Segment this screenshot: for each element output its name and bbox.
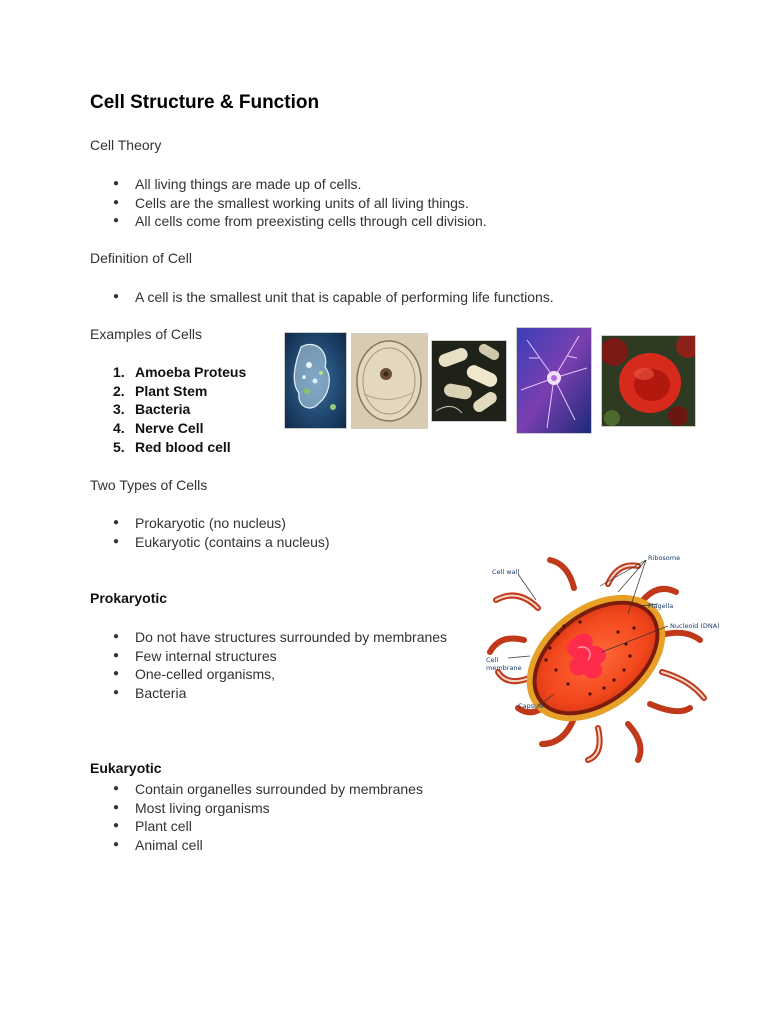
bullet-icon: ● <box>113 839 120 851</box>
two-types-list <box>90 514 430 551</box>
examples-heading: Examples of Cells <box>90 326 203 342</box>
bullet-icon: ● <box>113 687 120 699</box>
list-item: 3. Bacteria <box>113 401 191 418</box>
definition-heading: Definition of Cell <box>90 250 192 266</box>
list-item: 5. Red blood cell <box>113 438 231 455</box>
list-item: ● All cells come from preexisting cells through cell division. <box>113 213 487 230</box>
bullet-icon: ● <box>113 196 120 208</box>
bullet-icon: ● <box>113 178 120 189</box>
list-item: ● All living things are made up of cells. <box>113 176 362 192</box>
definition-list <box>90 288 610 307</box>
examples-list <box>90 363 280 457</box>
bullet-icon: ● <box>113 631 120 642</box>
page-title: Cell Structure & Function <box>90 92 320 113</box>
list-item: ● A cell is the smallest unit that is capable of performing life functions. <box>113 289 554 305</box>
list-item: ● Eukaryotic (contains a nucleus) <box>113 533 330 550</box>
list-item: ● Few internal structures <box>113 647 277 664</box>
list-item: ● Plant cell <box>113 818 192 835</box>
cell-wall-label: Cell wall <box>492 568 520 576</box>
list-item: ● Contain organelles surrounded by membranes <box>113 781 423 797</box>
bullet-icon: ● <box>113 783 120 794</box>
amoeba-image <box>284 332 347 429</box>
bullet-icon: ● <box>113 649 120 661</box>
bullet-icon: ● <box>113 215 120 227</box>
cell-membrane-label-line2: membrane <box>486 664 522 672</box>
prokaryotic-list <box>90 628 470 703</box>
bullet-icon: ● <box>113 820 120 832</box>
bullet-icon: ● <box>113 291 120 302</box>
prokaryotic-cell-diagram <box>478 548 726 764</box>
cell-membrane-label-line1: Cell <box>486 656 499 664</box>
list-item: ● Do not have structures surrounded by membranes <box>113 629 448 645</box>
list-item: ● Cells are the smallest working units of all living things. <box>113 194 469 211</box>
ribosome-label: Ribosome <box>648 554 681 562</box>
bullet-icon: ● <box>113 517 120 528</box>
bullet-icon: ● <box>113 668 120 680</box>
eukaryotic-list <box>90 780 490 855</box>
prokaryotic-heading: Prokaryotic <box>90 590 168 606</box>
list-item: ● Prokaryotic (no nucleus) <box>113 515 286 531</box>
list-item: 1. Amoeba Proteus <box>113 364 247 380</box>
flagella-label: Flagella <box>648 602 674 610</box>
list-item: ● One-celled organisms, <box>113 666 276 683</box>
list-item: ● Most living organisms <box>113 799 270 816</box>
red-blood-cell-image <box>601 335 696 427</box>
plant-stem-image <box>351 333 428 429</box>
nucleoid-label: Nucleoid (DNA) <box>670 622 720 630</box>
two-types-heading: Two Types of Cells <box>90 477 208 493</box>
bacteria-image <box>431 340 507 422</box>
list-item: ● Animal cell <box>113 837 203 854</box>
bullet-icon: ● <box>113 801 120 813</box>
bullet-icon: ● <box>113 535 120 547</box>
list-item: 2. Plant Stem <box>113 382 208 399</box>
capsule-label: Capsule <box>518 702 544 710</box>
list-item: 4. Nerve Cell <box>113 420 204 437</box>
nerve-cell-image <box>516 327 592 434</box>
list-item: ● Bacteria <box>113 685 187 702</box>
cell-theory-list <box>90 175 590 231</box>
cell-theory-heading: Cell Theory <box>90 137 162 153</box>
eukaryotic-heading: Eukaryotic <box>90 760 162 776</box>
